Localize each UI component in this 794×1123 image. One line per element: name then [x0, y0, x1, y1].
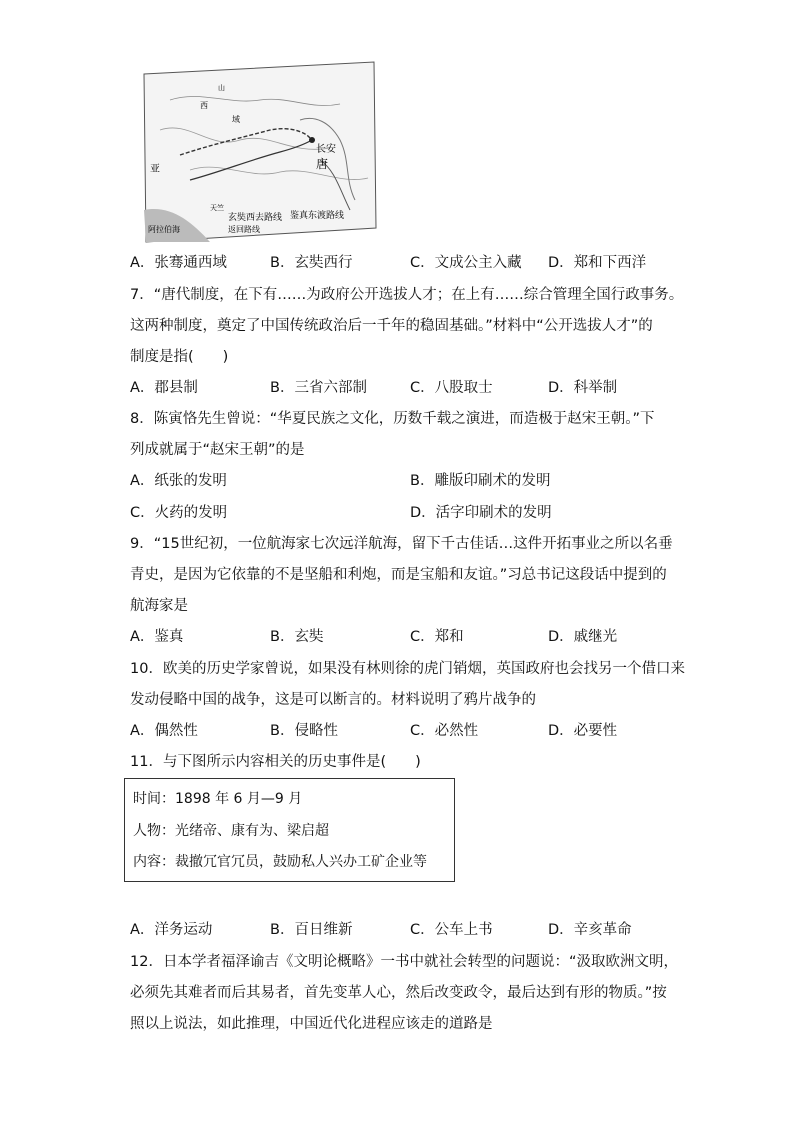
- q11-option-a: A．洋务运动: [130, 922, 213, 938]
- q10-line-2: 发动侵略中国的战争，这是可以断言的。材料说明了鸦片战争的: [130, 692, 536, 708]
- map-caption-3: 鉴真东渡路线: [290, 211, 345, 221]
- q7-option-d: D．科举制: [548, 380, 618, 396]
- q9-option-b: B．玄奘: [270, 629, 324, 645]
- map-label-asia: 亚: [150, 164, 160, 175]
- q9-option-d: D．戚继光: [548, 629, 618, 645]
- q9-line-2: 青史，是因为它依靠的不是坚船和利炮，而是宝船和友谊。”习总书记这段话中提到的: [130, 567, 667, 583]
- map-label-changan: 长安: [316, 144, 336, 155]
- map-caption-2: 返回路线: [228, 225, 260, 234]
- map-label-west: 西: [200, 101, 208, 110]
- q6-option-c: C．文成公主入藏: [410, 255, 522, 271]
- q6-option-d: D．郑和下西洋: [548, 255, 647, 271]
- q12-line-3: 照以上说法，如此推理，中国近代化进程应该走的道路是: [130, 1016, 493, 1032]
- q10-line-1: 10．欧美的历史学家曾说，如果没有林则徐的虎门销烟，英国政府也会找另一个借口来: [130, 661, 685, 677]
- q9-line-1: 9．“15世纪初，一位航海家七次远洋航海，留下千古佳话…这件开拓事业之所以名垂: [130, 536, 673, 552]
- q8-option-b: B．雕版印刷术的发明: [410, 473, 551, 489]
- q11-option-b: B．百日维新: [270, 922, 353, 938]
- q7-option-c: C．八股取士: [410, 380, 493, 396]
- q9-line-3: 航海家是: [130, 598, 188, 614]
- q9-option-c: C．郑和: [410, 629, 464, 645]
- q12-line-1: 12．日本学者福泽谕吉《文明论概略》一书中就社会转型的问题说：“汲取欧洲文明，: [130, 954, 678, 970]
- q11-option-d: D．辛亥革命: [548, 922, 632, 938]
- q11-line-1: 11．与下图所示内容相关的历史事件是( ): [130, 754, 421, 770]
- map-label-arabian-sea: 阿拉伯海: [148, 225, 180, 234]
- chang-an-marker: [309, 137, 315, 143]
- historical-route-map: [140, 60, 380, 246]
- q12-line-2: 必须先其难者而后其易者，首先变革人心，然后改变政令，最后达到有形的物质。”按: [130, 985, 667, 1001]
- q11-box-content: 内容：裁撤冗官冗员，鼓励私人兴办工矿企业等: [133, 854, 427, 870]
- q11-option-c: C．公车上书: [410, 922, 493, 938]
- q8-line-1: 8．陈寅恪先生曾说：“华夏民族之文化，历数千载之演进，而造极于赵宋王朝。”下: [130, 411, 655, 427]
- q10-option-c: C．必然性: [410, 723, 479, 739]
- q6-option-b: B．玄奘西行: [270, 255, 353, 271]
- q10-option-d: D．必要性: [548, 723, 618, 739]
- q8-option-a: A．纸张的发明: [130, 473, 227, 489]
- q8-option-c: C．火药的发明: [130, 505, 228, 521]
- q7-line-3: 制度是指( ): [130, 349, 229, 365]
- q9-option-a: A．鉴真: [130, 629, 184, 645]
- q7-line-1: 7．“唐代制度，在下有……为政府公开选拔人才；在上有……综合管理全国行政事务。: [130, 287, 684, 303]
- q11-box-people: 人物：光绪帝、康有为、梁启超: [133, 823, 329, 839]
- q8-line-2: 列成就属于“赵宋王朝”的是: [130, 442, 305, 458]
- map-caption-1: 玄奘西去路线: [228, 213, 283, 223]
- map-label-region: 域: [232, 115, 240, 124]
- q8-option-d: D．活字印刷术的发明: [410, 505, 552, 521]
- q10-option-a: A．偶然性: [130, 723, 198, 739]
- map-label-mountain: 山: [218, 84, 225, 92]
- q7-option-a: A．郡县制: [130, 380, 198, 396]
- q10-option-b: B．侵略性: [270, 723, 338, 739]
- q6-option-a: A．张骞通西域: [130, 255, 227, 271]
- q7-line-2: 这两种制度，奠定了中国传统政治后一千年的稳固基础。”材料中“公开选拔人才”的: [130, 318, 653, 334]
- map-label-tianzhu: 天竺: [210, 204, 224, 212]
- q7-option-b: B．三省六部制: [270, 380, 367, 396]
- q11-info-box: [124, 778, 455, 882]
- q11-box-time: 时间：1898 年 6 月—9 月: [133, 791, 303, 807]
- map-label-tang: 唐: [316, 157, 329, 171]
